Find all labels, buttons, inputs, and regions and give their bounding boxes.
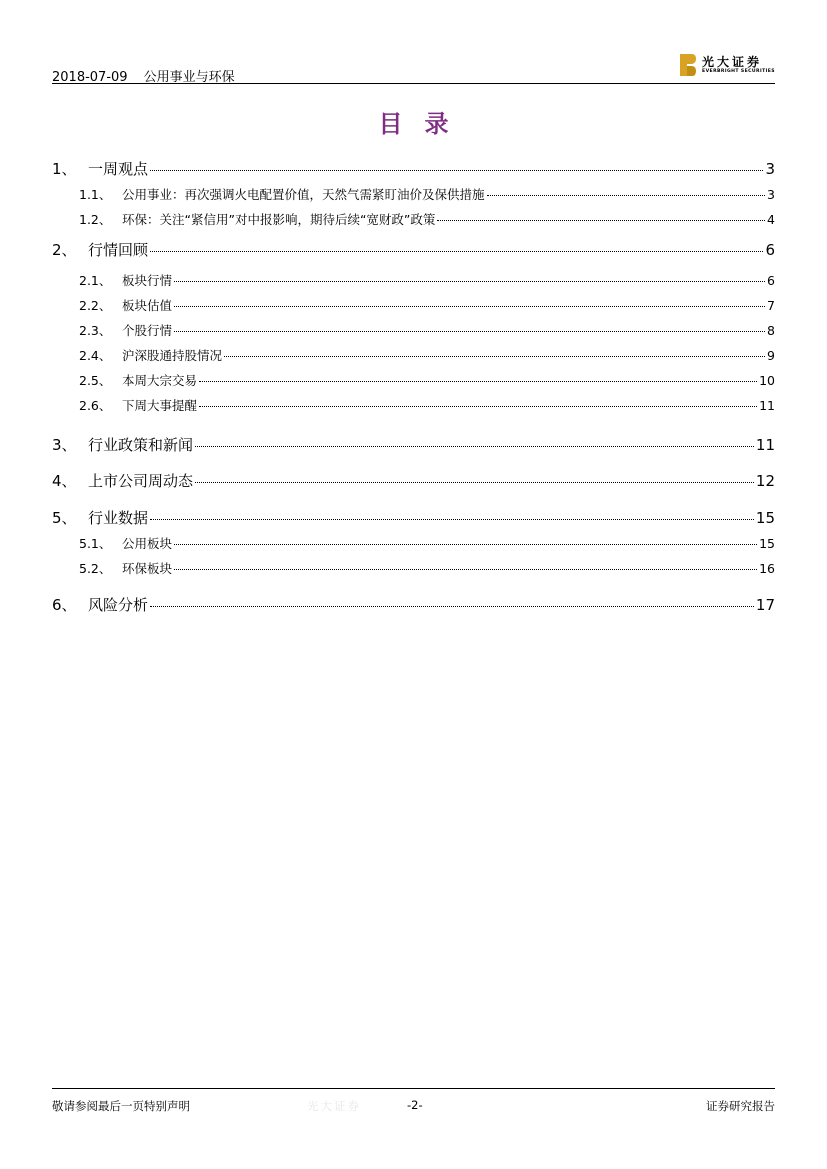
toc-entry-number: 2.1、: [79, 273, 112, 288]
footer-watermark: 光大证券: [307, 1099, 361, 1113]
toc-entry[interactable]: [52, 158, 775, 179]
toc-leader-dots: [437, 220, 765, 221]
toc-entry-title: 本周大宗交易: [122, 373, 198, 388]
toc-entry-title: 一周观点: [88, 160, 149, 178]
toc-entry[interactable]: [52, 396, 775, 414]
page-number: -2-: [407, 1098, 423, 1112]
toc-entry-page: 11: [759, 398, 775, 413]
toc-entry-number: 2.6、: [79, 398, 112, 413]
toc-entry-page: 16: [759, 561, 775, 576]
toc-entry-number: 5.1、: [79, 536, 112, 551]
toc-entry-number: 2.3、: [79, 323, 112, 338]
toc-leader-dots: [150, 519, 754, 520]
toc-leader-dots: [174, 306, 765, 307]
toc-entry-page: 17: [755, 596, 775, 614]
toc-leader-dots: [150, 170, 763, 171]
toc-entry[interactable]: [52, 371, 775, 389]
toc-entry-number: 5、: [52, 509, 77, 527]
toc-entry-number: 2.5、: [79, 373, 112, 388]
page-header: [52, 52, 775, 84]
toc-entry[interactable]: [52, 434, 775, 455]
report-sector: 公用事业与环保: [143, 70, 235, 85]
toc-entry-page: 15: [755, 509, 775, 527]
toc-entry-title: 下周大事提醒: [122, 398, 198, 413]
toc-leader-dots: [174, 331, 765, 332]
toc-leader-dots: [199, 406, 757, 407]
footer-doc-type: 证券研究报告: [706, 1099, 775, 1113]
logo-text-en: EVERBRIGHT SECURITIES: [702, 69, 775, 74]
toc-entry[interactable]: [52, 346, 775, 364]
toc-leader-dots: [224, 356, 765, 357]
toc-entry-title: 环保：关注“紧信用”对中报影响，期待后续“宽财政”政策: [122, 212, 436, 227]
toc-entry-page: 6: [767, 273, 775, 288]
page-footer: [52, 1088, 775, 1118]
company-logo: [680, 52, 775, 78]
logo-icon: [680, 54, 696, 76]
toc-entry-page: 15: [759, 536, 775, 551]
toc-entry[interactable]: [52, 239, 775, 260]
toc-leader-dots: [174, 544, 757, 545]
toc-leader-dots: [199, 381, 757, 382]
toc-leader-dots: [174, 569, 757, 570]
toc-leader-dots: [150, 606, 754, 607]
toc-entry-title: 公用事业：再次强调火电配置价值，天然气需紧盯油价及保供措施: [122, 187, 485, 202]
toc-entry-page: 6: [765, 241, 775, 259]
toc-title: 目录: [378, 109, 471, 138]
toc-entry[interactable]: [52, 470, 775, 491]
header-rule: [52, 83, 775, 84]
toc-entry-title: 行业政策和新闻: [88, 436, 194, 454]
toc-entry-page: 3: [767, 187, 775, 202]
toc-entry-number: 6、: [52, 596, 77, 614]
toc-leader-dots: [174, 281, 765, 282]
toc-entry[interactable]: [52, 185, 775, 203]
logo-text-cn: 光大证券: [702, 55, 763, 69]
toc-entry-number: 5.2、: [79, 561, 112, 576]
toc-entry-number: 4、: [52, 472, 77, 490]
footer-disclaimer: 敬请参阅最后一页特别声明: [52, 1099, 190, 1113]
toc-leader-dots: [195, 482, 754, 483]
toc-entry-title: 上市公司周动态: [88, 472, 194, 490]
toc-entry-page: 7: [767, 298, 775, 313]
toc-entry-title: 风险分析: [88, 596, 149, 614]
toc-entry-number: 2.4、: [79, 348, 112, 363]
toc-entry-number: 2.2、: [79, 298, 112, 313]
toc-entry-page: 10: [759, 373, 775, 388]
toc-entry-title: 行情回顾: [88, 241, 149, 259]
toc-entry-page: 8: [767, 323, 775, 338]
toc-entry[interactable]: [52, 559, 775, 577]
toc-entry-number: 1.2、: [79, 212, 112, 227]
toc-leader-dots: [487, 195, 766, 196]
toc-entry[interactable]: [52, 594, 775, 615]
report-date: 2018-07-09: [52, 70, 128, 85]
toc-entry-number: 3、: [52, 436, 77, 454]
toc-entry-title: 环保板块: [122, 561, 173, 576]
toc-entry-title: 个股行情: [122, 323, 173, 338]
toc-entry-title: 公用板块: [122, 536, 173, 551]
toc-entry-title: 板块估值: [122, 298, 173, 313]
toc-entry-title: 行业数据: [88, 509, 149, 527]
toc-entry-page: 4: [767, 212, 775, 227]
toc-entry[interactable]: [52, 271, 775, 289]
toc-entry-page: 12: [755, 472, 775, 490]
toc-entry[interactable]: [52, 210, 775, 228]
toc-entry-page: 9: [767, 348, 775, 363]
toc-entry-title: 板块行情: [122, 273, 173, 288]
toc-leader-dots: [195, 446, 754, 447]
toc-entry[interactable]: [52, 321, 775, 339]
toc-entry-page: 11: [755, 436, 775, 454]
toc-leader-dots: [150, 251, 763, 252]
toc-entry-number: 1、: [52, 160, 77, 178]
toc-entry-page: 3: [765, 160, 775, 178]
toc-entry-number: 1.1、: [79, 187, 112, 202]
toc-entry[interactable]: [52, 296, 775, 314]
toc-entry-title: 沪深股通持股情况: [122, 348, 223, 363]
toc-entry[interactable]: [52, 534, 775, 552]
toc-entry[interactable]: [52, 507, 775, 528]
toc-entry-number: 2、: [52, 241, 77, 259]
